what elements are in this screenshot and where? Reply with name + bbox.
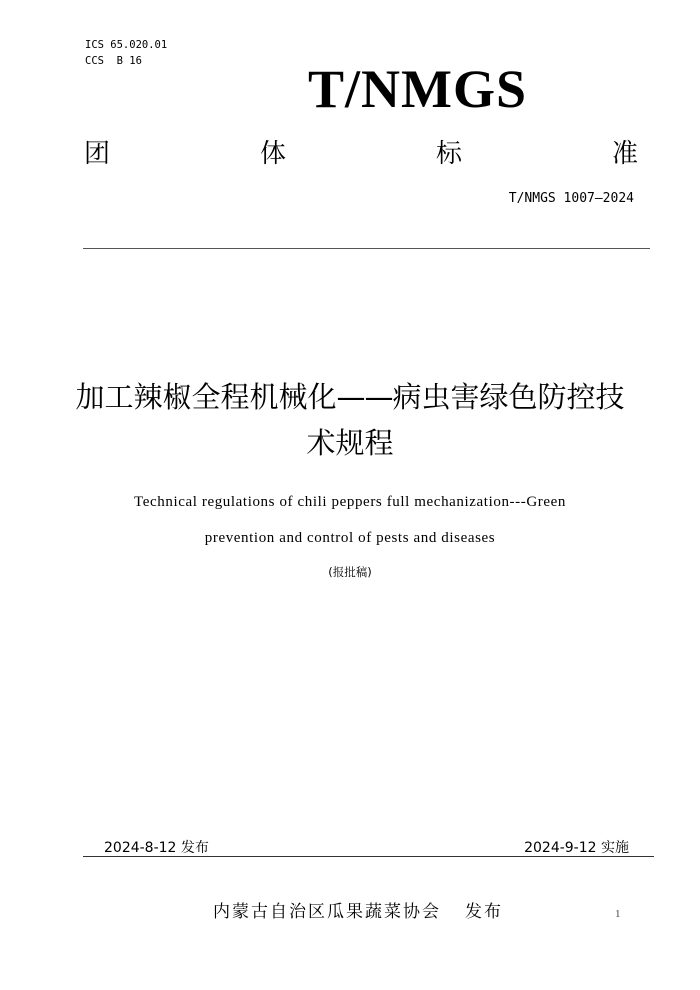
standard-type-char: 团 (84, 139, 111, 169)
publisher-name: 内蒙古自治区瓜果蔬菜协会 (213, 902, 441, 922)
ics-code: ICS 65.020.01 (85, 39, 168, 51)
classification-codes (85, 37, 167, 69)
organization-code: T/NMGS (308, 59, 528, 119)
page-number: 1 (615, 908, 621, 920)
standard-type-char: 体 (259, 139, 286, 169)
chinese-title (60, 374, 640, 466)
standard-type-char: 标 (435, 139, 462, 169)
header-divider (83, 248, 650, 249)
publish-date: 2024-8-12 发布 (104, 840, 209, 856)
standard-type-char: 准 (611, 139, 638, 169)
chinese-title-tail: 病虫害绿色防控技 (392, 380, 625, 414)
effective-date: 2024-9-12 实施 (524, 840, 629, 856)
chinese-title-dash: —— (336, 380, 393, 414)
draft-status: (报批稿) (328, 565, 372, 579)
footer-divider (83, 856, 654, 857)
standard-number: T/NMGS 1007—2024 (508, 191, 634, 206)
publisher (213, 900, 503, 924)
ccs-code: CCS B 16 (85, 55, 142, 67)
standard-type (84, 136, 638, 172)
chinese-title-line-1 (60, 374, 640, 420)
english-title-line-1: Technical regulations of chili peppers full mechanization---Green (134, 494, 566, 510)
english-title-line-2: prevention and control of pests and diseases (204, 530, 496, 546)
chinese-title-line-2: 术规程 (306, 426, 394, 460)
english-title (60, 484, 640, 556)
chinese-title-head: 加工辣椒全程机械化 (75, 380, 337, 414)
publish-label: 发布 (465, 902, 503, 922)
